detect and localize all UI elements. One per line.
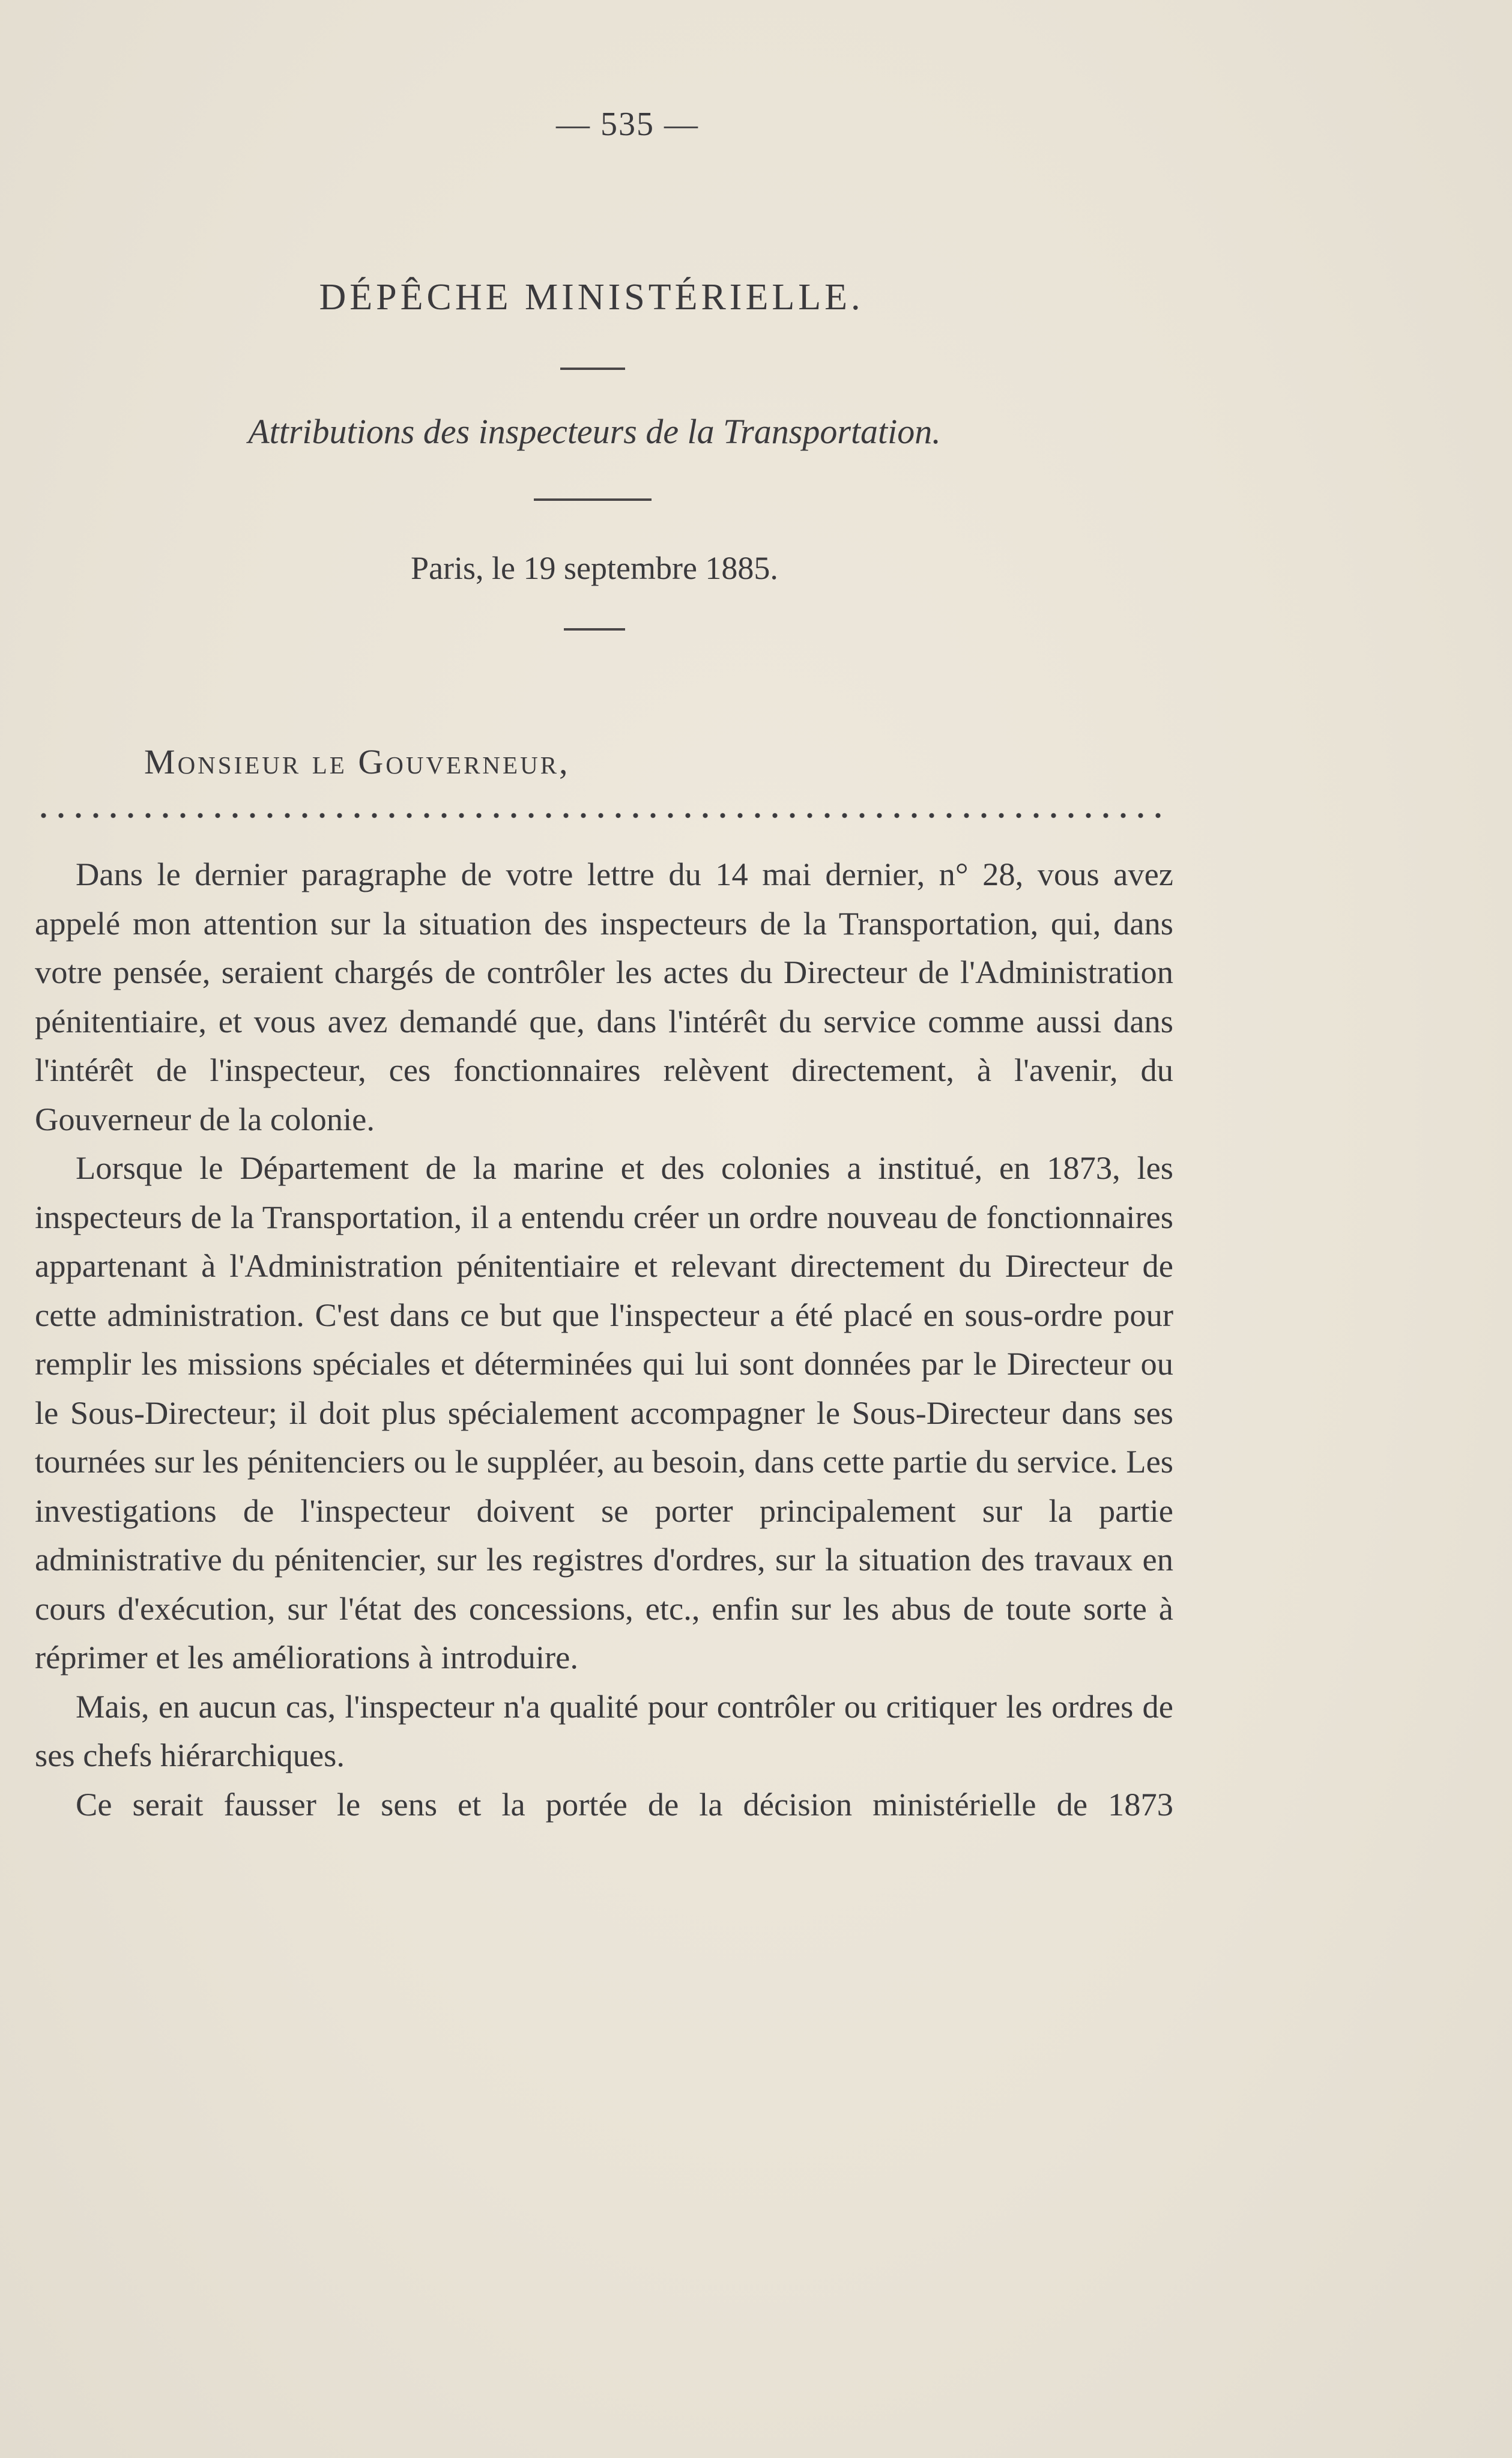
document-subheading: Attributions des inspecteurs de la Transportation. — [248, 412, 941, 451]
heading-rule — [560, 368, 625, 370]
paragraph: Mais, en aucun cas, l'inspecteur n'a qualité pour contrôler ou critiquer les ordres de ses chefs hiérarchiques. — [35, 1688, 1173, 1773]
page-number: — 535 — — [556, 106, 699, 143]
ellipsis-dots-line — [35, 812, 1170, 819]
salutation: Monsieur le Gouverneur, — [144, 742, 570, 781]
paragraph: Ce serait fausser le sens et la portée de la décision ministérielle de 1873 — [76, 1785, 1173, 1823]
body-text — [35, 850, 1173, 1829]
subheading-rule — [534, 498, 652, 501]
paragraph: Dans le dernier paragraphe de votre lettre du 14 mai dernier, n° 28, vous avez appelé mon attention sur la situation des inspecteurs de la Transportation, qui, dans votre pensée, seraient chargés de contrôler les actes du Directeur de l'Administration pénitentiaire, et vous avez demandé que, dans l'intérêt du service comme aussi dans l'intérêt de l'inspecteur, ces fonctionnaires relèvent directement, à l'avenir, du Gouverneur de la colonie. — [35, 856, 1173, 1137]
paragraph: Lorsque le Département de la marine et des colonies a institué, en 1873, les inspecteurs de la Transportation, il a entendu créer un ordre nouveau de fonctionnaires appartenant à l'Administration pénitentiaire et relevant directement du Directeur de cette administration. C'est dans ce but que l'inspecteur a été placé en sous-ordre pour remplir les missions spéciales et déterminées qui lui sont données par le Directeur ou le Sous-Directeur; il doit plus spécialement accompagner le Sous-Directeur dans ses tournées sur les pénitenciers ou le suppléer, au besoin, dans cette partie du service. Les investigations de l'inspecteur doivent se porter principalement sur la partie administrative du pénitencier, sur les registres d'ordres, sur la situation des travaux en cours d'exécution, sur l'état des concessions, etc., enfin sur les abus de toute sorte à réprimer et les améliorations à introduire. — [35, 1149, 1173, 1675]
dateline: Paris, le 19 septembre 1885. — [411, 550, 778, 586]
document-heading: DÉPÊCHE MINISTÉRIELLE. — [319, 277, 864, 318]
dateline-rule — [564, 628, 625, 631]
